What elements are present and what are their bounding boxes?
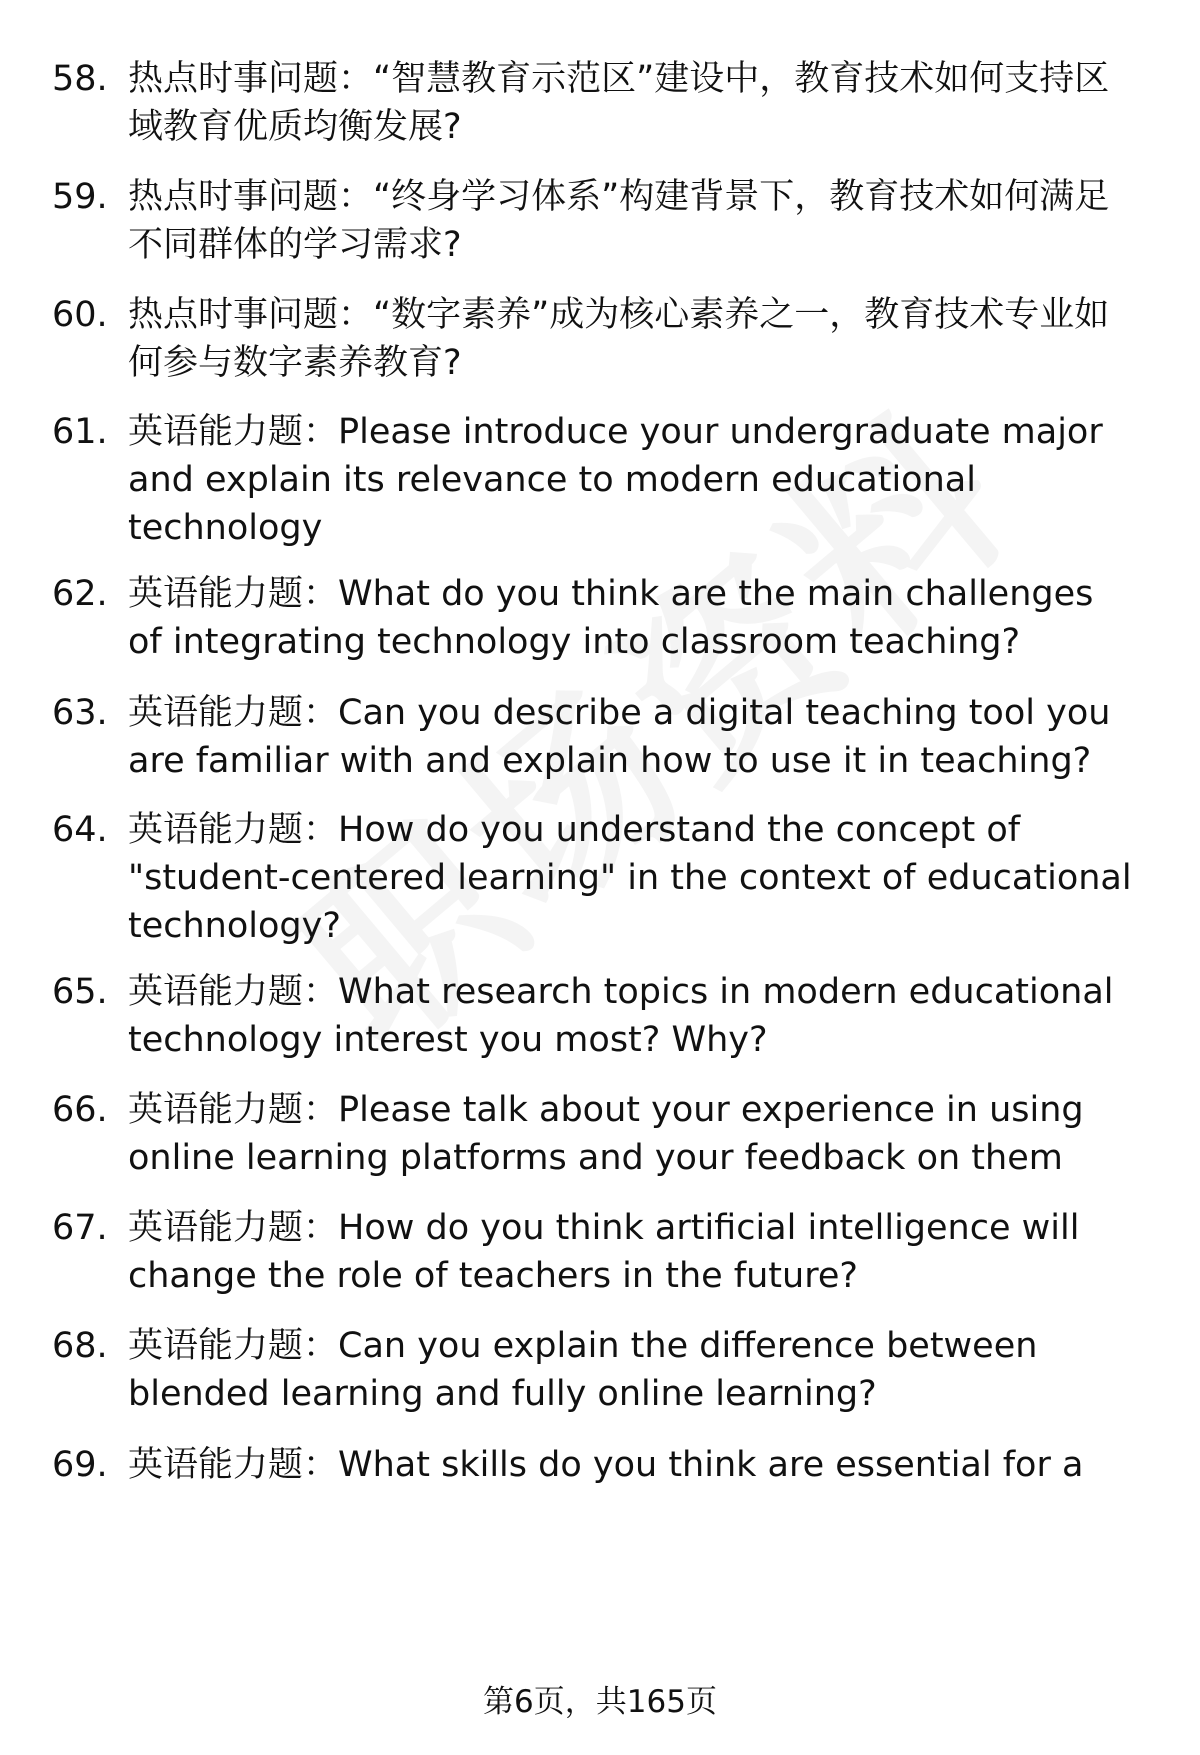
question-text: 热点时事问题：“数字素养”成为核心素养之一，教育技术专业如何参与数字素养教育? [128,295,1110,383]
question-text: 英语能力题：How do you understand the concept of "student-centered learning" in the context of educational technology? [128,810,1132,946]
question-text: 英语能力题：Can you describe a digital teaching tool you are familiar with and explain how to use it in teaching? [128,693,1111,781]
question-text: 英语能力题：What skills do you think are essential for a [128,1445,1084,1485]
question-number: 58. [52,59,108,99]
question-text: 热点时事问题：“智慧教育示范区”建设中，教育技术如何支持区域教育优质均衡发展? [128,59,1110,147]
question-number: 63. [52,693,108,733]
question-number: 60. [52,295,108,335]
question-number: 64. [52,810,108,850]
question-number: 65. [52,972,108,1012]
question-number: 69. [52,1445,108,1485]
question-number: 61. [52,412,108,452]
question-number: 62. [52,574,108,614]
question-text: 英语能力题：What research topics in modern educational technology interest you most? Why? [128,972,1114,1060]
question-text: 英语能力题：How do you think artificial intelligence will change the role of teachers in the future? [128,1208,1080,1296]
question-text: 英语能力题：What do you think are the main challenges of integrating technology into classroom teaching? [128,574,1094,662]
question-text: 英语能力题：Please talk about your experience in using online learning platforms and your feedback on them [128,1090,1084,1178]
question-text: 英语能力题：Can you explain the difference between blended learning and fully online learning? [128,1326,1038,1414]
question-number: 66. [52,1090,108,1130]
question-number: 67. [52,1208,108,1248]
question-number: 68. [52,1326,108,1366]
question-text: 英语能力题：Please introduce your undergraduate major and explain its relevance to modern educational technology [128,412,1103,548]
question-text: 热点时事问题：“终身学习体系”构建背景下，教育技术如何满足不同群体的学习需求? [128,177,1110,265]
page-indicator: 第6页，共165页 [483,1684,717,1720]
question-number: 59. [52,177,108,217]
